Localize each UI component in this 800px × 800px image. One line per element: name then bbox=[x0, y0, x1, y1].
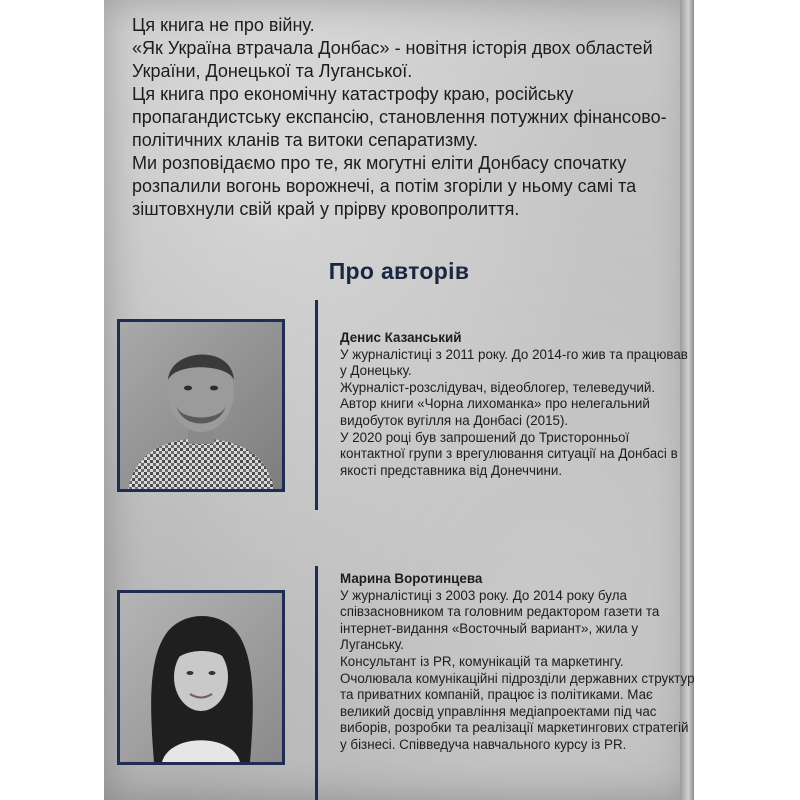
author-name: Денис Казанський bbox=[340, 330, 462, 345]
bio-paragraph: У 2020 році був запрошений до Тристоронньої контактної групи з врегулювання ситуації на Донбасі в якості представника від Донеччини. bbox=[340, 429, 678, 478]
author-name: Марина Воротинцева bbox=[340, 571, 483, 586]
bio-paragraph: Журналіст-розслідувач, відеоблогер, телеведучий. Автор книги «Чорна лихоманка» про нелегальний видобуток вугілля на Донбасі (2015). bbox=[340, 379, 656, 428]
bio-paragraph: У журналістиці з 2011 року. До 2014-го жив та працював у Донецьку. bbox=[340, 346, 688, 379]
book-description bbox=[132, 14, 672, 221]
book-back-cover bbox=[104, 0, 694, 800]
divider-line bbox=[315, 300, 318, 510]
divider-line bbox=[315, 566, 318, 800]
intro-line: Ця книга не про війну. bbox=[132, 15, 315, 35]
author-bio-vorotyntseva bbox=[340, 571, 695, 754]
bio-paragraph: Консультант із PR, комунікацій та маркетингу. Очолювала комунікаційні підрозділи державних структур та приватних компаній, працює із політиками. Має великий досвід управління медіапроектами під час виборів, розробки та реалізації маркетингових стратегій у бізнесі. Співведуча навчального курсу із PR. bbox=[340, 653, 695, 752]
section-title: Про авторів bbox=[328, 258, 470, 284]
intro-line: «Як Україна втрачала Донбас» - новітня історія двох областей України, Донецької та Луганської. bbox=[132, 38, 653, 81]
bio-paragraph: У журналістиці з 2003 року. До 2014 року була співзасновником та головним редактором газети та інтернет-видання «Восточный вариант», жила у Луганську. bbox=[340, 587, 660, 653]
intro-line: Ми розповідаємо про те, як могутні еліти Донбасу спочатку розпалили вогонь ворожнечі, а потім згоріли у ньому самі та зіштовхнули свій край у прірву кровопролиття. bbox=[132, 153, 637, 219]
author-photo-vorotyntseva bbox=[117, 590, 285, 765]
intro-line: Ця книга про економічну катастрофу краю, російську пропагандистську експансію, становлення потужних фінансово-політичних кланів та витоки сепаратизму. bbox=[132, 84, 667, 150]
author-photo-kazansky bbox=[117, 319, 285, 492]
author-bio-kazansky bbox=[340, 330, 695, 479]
